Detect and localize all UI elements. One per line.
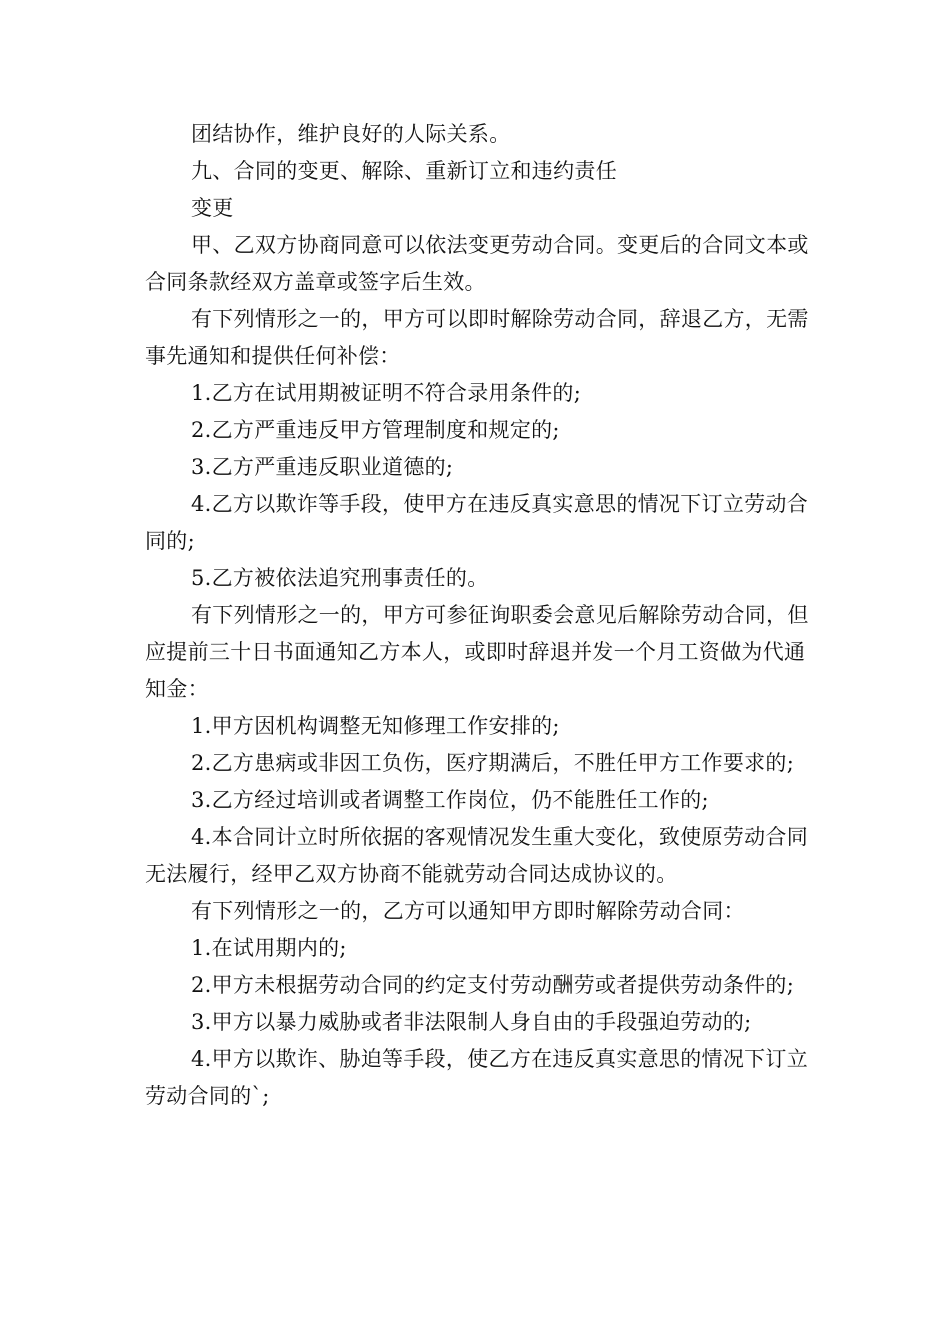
list-item: 2.甲方未根据劳动合同的约定支付劳动酬劳或者提供劳动条件的; bbox=[191, 973, 795, 997]
list-item: 3.乙方经过培训或者调整工作岗位，仍不能胜任工作的; bbox=[191, 788, 709, 812]
list-item: 2.乙方患病或非因工负伤，医疗期满后，不胜任甲方工作要求的; bbox=[191, 751, 795, 775]
paragraph: 有下列情形之一的，甲方可参征询职委会意见后解除劳动合同，但应提前三十日书面通知乙方本人，或即时辞退并发一个月工资做为代通知金： bbox=[145, 603, 809, 701]
subsection-heading: 变更 bbox=[191, 196, 234, 220]
paragraph: 甲、乙双方协商同意可以依法变更劳动合同。变更后的合同文本或合同条款经双方盖章或签字后生效。 bbox=[145, 233, 809, 294]
paragraph: 有下列情形之一的，乙方可以通知甲方即时解除劳动合同： bbox=[191, 899, 745, 923]
list-item: 1.乙方在试用期被证明不符合录用条件的; bbox=[191, 381, 582, 405]
list-item: 5.乙方被依法追究刑事责任的。 bbox=[191, 566, 489, 590]
list-item: 4.乙方以欺诈等手段，使甲方在违反真实意思的情况下订立劳动合同的; bbox=[145, 492, 809, 553]
list-item: 3.乙方严重违反职业道德的; bbox=[191, 455, 454, 479]
list-item: 1.在试用期内的; bbox=[191, 936, 347, 960]
list-item: 4.甲方以欺诈、胁迫等手段，使乙方在违反真实意思的情况下订立劳动合同的`; bbox=[145, 1047, 809, 1108]
list-item: 4.本合同计立时所依据的客观情况发生重大变化，致使原劳动合同无法履行，经甲乙双方协商不能就劳动合同达成协议的。 bbox=[145, 825, 809, 886]
list-item: 1.甲方因机构调整无知修理工作安排的; bbox=[191, 714, 560, 738]
section-heading: 九、合同的变更、解除、重新订立和违约责任 bbox=[191, 159, 617, 183]
paragraph: 团结协作，维护良好的人际关系。 bbox=[191, 122, 511, 146]
paragraph: 有下列情形之一的，甲方可以即时解除劳动合同，辞退乙方，无需事先通知和提供任何补偿： bbox=[145, 307, 809, 368]
list-item: 2.乙方严重违反甲方管理制度和规定的; bbox=[191, 418, 560, 442]
document-body bbox=[145, 116, 810, 1115]
list-item: 3.甲方以暴力威胁或者非法限制人身自由的手段强迫劳动的; bbox=[191, 1010, 752, 1034]
